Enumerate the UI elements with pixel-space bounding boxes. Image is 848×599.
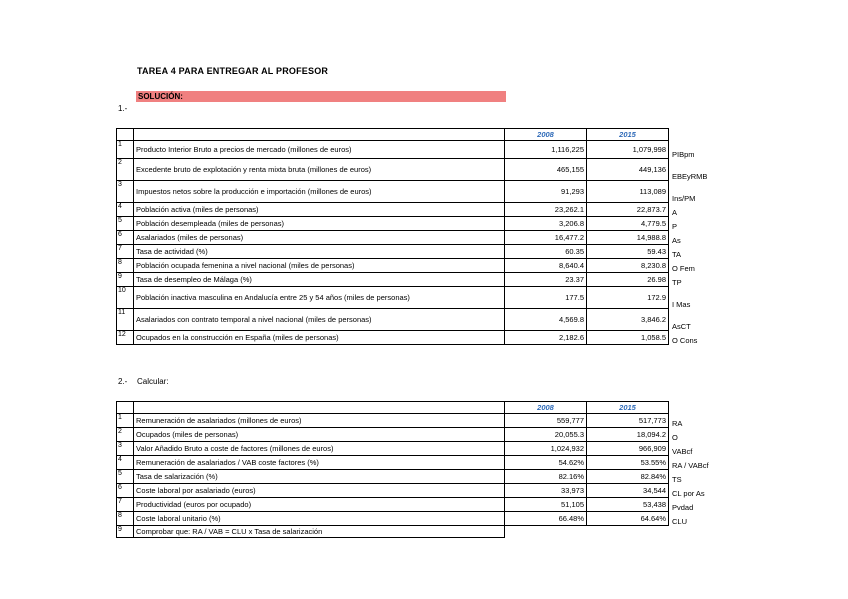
empty-cell — [505, 526, 587, 538]
row-number: 8 — [117, 512, 134, 526]
row-number: 9 — [117, 273, 134, 287]
row-code: TS — [672, 474, 682, 484]
table-row — [117, 141, 710, 159]
value-2015: 64.64% — [587, 512, 669, 526]
value-2015: 14,988.8 — [587, 231, 669, 245]
table-row — [117, 259, 710, 273]
row-description: Asalariados (miles de personas) — [134, 231, 505, 245]
row-description: Impuestos netos sobre la producción e importación (millones de euros) — [134, 181, 505, 203]
calc-label: Calcular: — [137, 377, 169, 386]
value-2008: 4,569.8 — [505, 309, 587, 331]
table-row — [117, 273, 710, 287]
row-code: VABcf — [672, 446, 693, 456]
value-2008: 559,777 — [505, 414, 587, 428]
row-description: Valor Añadido Bruto a coste de factores (millones de euros) — [134, 442, 505, 456]
row-description: Asalariados con contrato temporal a nivel nacional (miles de personas) — [134, 309, 505, 331]
row-description: Remuneración de asalariados / VAB coste factores (%) — [134, 456, 505, 470]
table-row — [117, 217, 710, 231]
value-2015: 82.84% — [587, 470, 669, 484]
value-2008: 8,640.4 — [505, 259, 587, 273]
row-description: Población ocupada femenina a nivel nacional (miles de personas) — [134, 259, 505, 273]
table-row — [117, 470, 712, 484]
table-row — [117, 287, 710, 309]
value-2015: 53,438 — [587, 498, 669, 512]
row-description: Tasa de desempleo de Málaga (%) — [134, 273, 505, 287]
value-2015: 4,779.5 — [587, 217, 669, 231]
row-code: As — [672, 235, 681, 245]
value-2008: 16,477.2 — [505, 231, 587, 245]
row-number: 2 — [117, 159, 134, 181]
header-row — [117, 402, 712, 414]
row-number: 1 — [117, 141, 134, 159]
row-description: Ocupados (miles de personas) — [134, 428, 505, 442]
value-2015: 517,773 — [587, 414, 669, 428]
header-row — [117, 129, 710, 141]
row-code: O Cons — [672, 335, 698, 345]
section-1-label: 1.- — [118, 104, 128, 113]
row-description: Ocupados en la construcción en España (miles de personas) — [134, 331, 505, 345]
row-number: 9 — [117, 526, 134, 538]
row-number: 10 — [117, 287, 134, 309]
header-code-blank — [669, 402, 712, 414]
section-2-label: 2.- — [118, 377, 128, 386]
row-number: 8 — [117, 259, 134, 273]
row-code: PIBpm — [672, 149, 695, 159]
empty-cell — [587, 526, 669, 538]
value-2008: 51,105 — [505, 498, 587, 512]
row-number: 2 — [117, 428, 134, 442]
row-code: RA — [672, 418, 683, 428]
year-header-2008: 2008 — [505, 129, 587, 141]
row-number: 3 — [117, 442, 134, 456]
row-code: A — [672, 207, 678, 217]
header-blank — [134, 129, 505, 141]
empty-cell — [669, 526, 712, 538]
table-row — [117, 331, 710, 345]
row-code: I Mas — [672, 299, 691, 309]
value-2008: 91,293 — [505, 181, 587, 203]
row-code: O — [672, 432, 678, 442]
row-code: P — [672, 221, 678, 231]
row-number: 7 — [117, 498, 134, 512]
header-blank — [117, 129, 134, 141]
value-2015: 26.98 — [587, 273, 669, 287]
value-2008: 82.16% — [505, 470, 587, 484]
row-code: Ins/PM — [672, 193, 696, 203]
row-description: Población inactiva masculina en Andalucía entre 25 y 54 años (miles de personas) — [134, 287, 505, 309]
table-row — [117, 484, 712, 498]
value-2008: 23.37 — [505, 273, 587, 287]
value-2015: 3,846.2 — [587, 309, 669, 331]
value-2015: 53.55% — [587, 456, 669, 470]
check-description: Comprobar que: RA / VAB = CLU x Tasa de salarización — [134, 526, 505, 538]
row-description: Tasa de salarización (%) — [134, 470, 505, 484]
value-2008: 465,155 — [505, 159, 587, 181]
year-header-2015: 2015 — [587, 129, 669, 141]
header-code-blank — [669, 129, 710, 141]
row-code: TP — [672, 277, 682, 287]
header-blank — [117, 402, 134, 414]
row-number: 7 — [117, 245, 134, 259]
table-row — [117, 442, 712, 456]
value-2015: 966,909 — [587, 442, 669, 456]
table-row — [117, 203, 710, 217]
year-header-2015: 2015 — [587, 402, 669, 414]
row-description: Coste laboral unitario (%) — [134, 512, 505, 526]
value-2008: 54.62% — [505, 456, 587, 470]
row-description: Productividad (euros por ocupado) — [134, 498, 505, 512]
row-number: 12 — [117, 331, 134, 345]
value-2008: 2,182.6 — [505, 331, 587, 345]
value-2008: 33,973 — [505, 484, 587, 498]
row-number: 11 — [117, 309, 134, 331]
year-header-2008: 2008 — [505, 402, 587, 414]
table-row — [117, 498, 712, 512]
value-2015: 18,094.2 — [587, 428, 669, 442]
row-description: Población activa (miles de personas) — [134, 203, 505, 217]
row-number: 5 — [117, 470, 134, 484]
value-2015: 172.9 — [587, 287, 669, 309]
header-blank — [134, 402, 505, 414]
row-number: 5 — [117, 217, 134, 231]
row-description: Población desempleada (miles de personas) — [134, 217, 505, 231]
table-row — [117, 231, 710, 245]
row-code: Pvdad — [672, 502, 694, 512]
table-row — [117, 159, 710, 181]
data-table-2 — [116, 401, 712, 538]
table-row — [117, 456, 712, 470]
table-row — [117, 414, 712, 428]
row-description: Producto Interior Bruto a precios de mercado (millones de euros) — [134, 141, 505, 159]
table-row — [117, 428, 712, 442]
table-row — [117, 245, 710, 259]
value-2008: 20,055.3 — [505, 428, 587, 442]
value-2008: 1,024,932 — [505, 442, 587, 456]
table-row — [117, 512, 712, 526]
row-number: 1 — [117, 414, 134, 428]
value-2008: 60.35 — [505, 245, 587, 259]
value-2015: 1,058.5 — [587, 331, 669, 345]
row-description: Excedente bruto de explotación y renta mixta bruta (millones de euros) — [134, 159, 505, 181]
row-description: Remuneración de asalariados (millones de euros) — [134, 414, 505, 428]
row-code: CLU — [672, 516, 688, 526]
value-2008: 66.48% — [505, 512, 587, 526]
page-title: TAREA 4 PARA ENTREGAR AL PROFESOR — [137, 66, 329, 76]
row-code: O Fem — [672, 263, 695, 273]
row-code: EBEyRMB — [672, 171, 708, 181]
row-code: TA — [672, 249, 682, 259]
value-2015: 8,230.8 — [587, 259, 669, 273]
value-2015: 449,136 — [587, 159, 669, 181]
value-2015: 1,079,998 — [587, 141, 669, 159]
table-row — [117, 309, 710, 331]
row-number: 6 — [117, 484, 134, 498]
row-code: CL por As — [672, 488, 705, 498]
row-code: AsCT — [672, 321, 691, 331]
value-2015: 34,544 — [587, 484, 669, 498]
value-2015: 59.43 — [587, 245, 669, 259]
table-row — [117, 181, 710, 203]
value-2008: 3,206.8 — [505, 217, 587, 231]
value-2008: 177.5 — [505, 287, 587, 309]
row-description: Coste laboral por asalariado (euros) — [134, 484, 505, 498]
row-number: 3 — [117, 181, 134, 203]
data-table-1 — [116, 128, 710, 345]
row-code: RA / VABcf — [672, 460, 709, 470]
row-number: 4 — [117, 203, 134, 217]
value-2008: 23,262.1 — [505, 203, 587, 217]
row-number: 6 — [117, 231, 134, 245]
value-2015: 113,089 — [587, 181, 669, 203]
row-number: 4 — [117, 456, 134, 470]
solution-label: SOLUCIÓN: — [136, 91, 506, 102]
value-2008: 1,116,225 — [505, 141, 587, 159]
check-row — [117, 526, 712, 538]
value-2015: 22,873.7 — [587, 203, 669, 217]
row-description: Tasa de actividad (%) — [134, 245, 505, 259]
